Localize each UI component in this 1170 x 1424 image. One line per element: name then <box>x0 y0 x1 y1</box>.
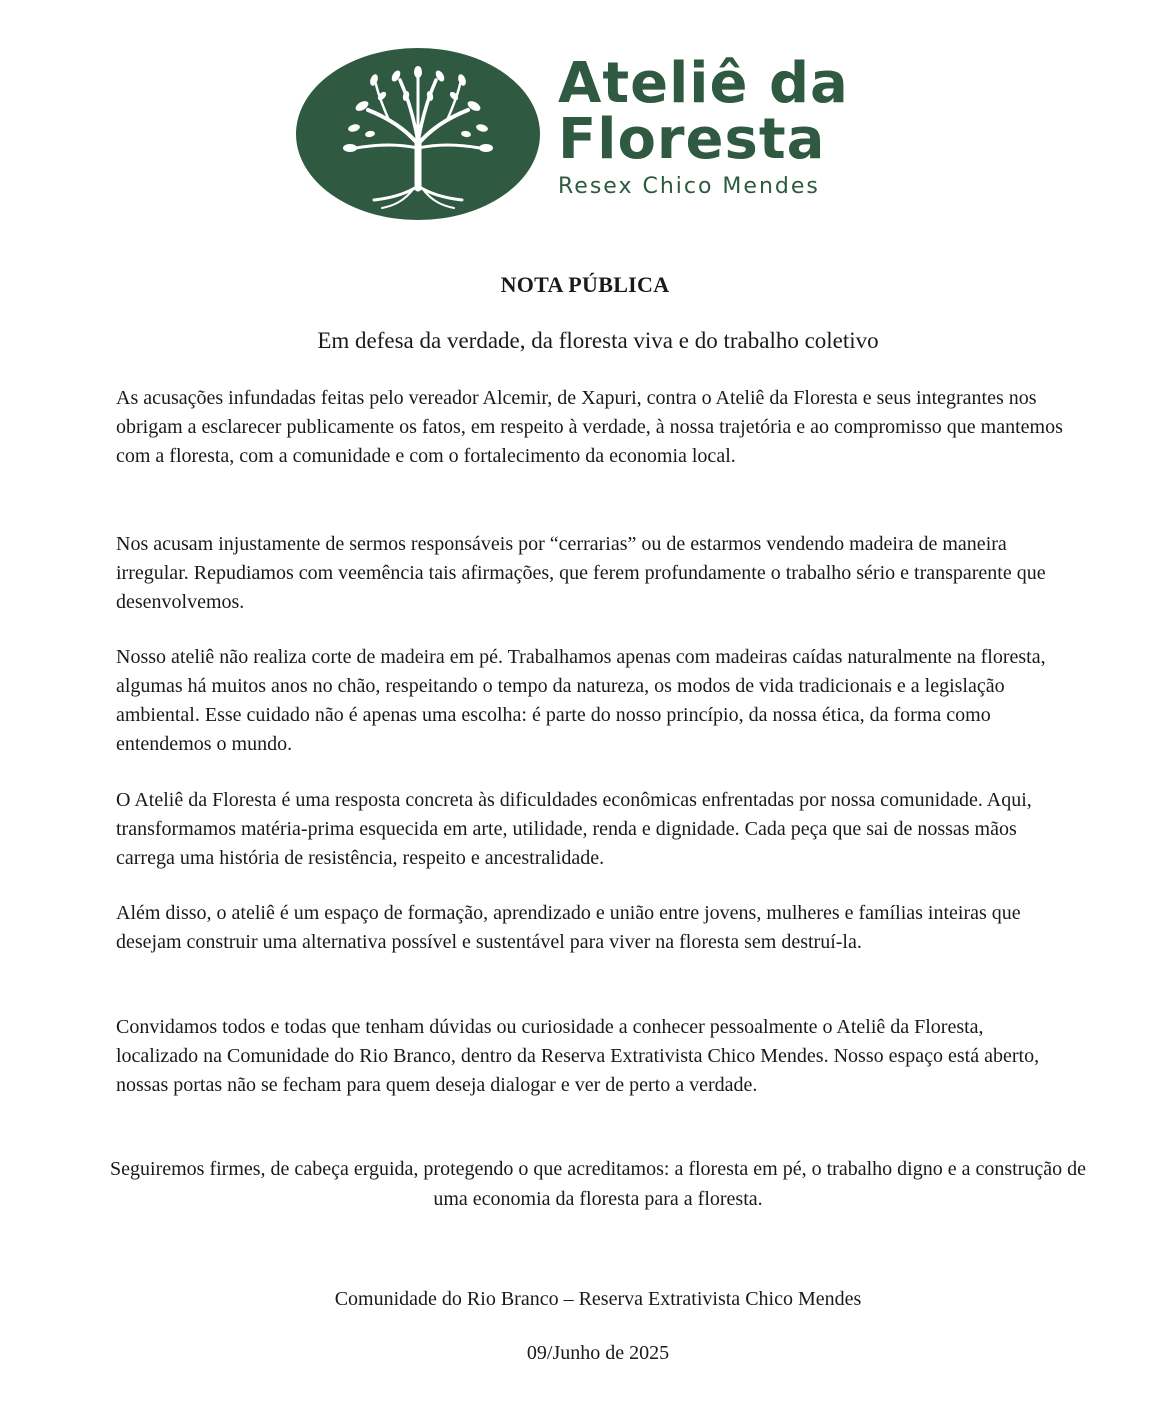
document-subtitle: Em defesa da verdade, da floresta viva e do trabalho coletivo <box>317 328 879 353</box>
paragraph-5: Além disso, o ateliê é um espaço de formação, aprendizado e união entre jovens, mulheres e famílias inteiras que desejam construir uma alternativa possível e sustentável para viver na floresta sem destruí-la. <box>116 902 1021 953</box>
paragraph-4: O Ateliê da Floresta é uma resposta concreta às dificuldades econômicas enfrentadas por nossa comunidade. Aqui, transformamos matéria-prima esquecida em arte, utilidade, renda e dignidade. Cada peça que sai de nossas mãos carrega uma história de resistência, respeito e ancestralidade. <box>116 789 1032 869</box>
paragraph-1: As acusações infundadas feitas pelo vereador Alcemir, de Xapuri, contra o Ateliê da Floresta e seus integrantes nos obrigam a esclarecer publicamente os fatos, em respeito à verdade, à nossa trajetória e ao compromisso que mantemos com a floresta, com a comunidade e com o fortalecimento da economia local. <box>116 387 1063 467</box>
signature-date: 09/Junho de 2025 <box>526 1342 670 1364</box>
signature-place: Comunidade do Rio Branco – Reserva Extrativista Chico Mendes <box>334 1288 862 1310</box>
tree-icon <box>296 48 540 220</box>
paragraph-6: Convidamos todos e todas que tenham dúvidas ou curiosidade a conhecer pessoalmente o Ateliê da Floresta, localizado na Comunidade do Rio Branco, dentro da Reserva Extrativista Chico Mendes. Nosso espaço está aberto, nossas portas não se fecham para quem deseja dialogar e ver de perto a verdade. <box>116 1016 1040 1096</box>
paragraph-3: Nosso ateliê não realiza corte de madeira em pé. Trabalhamos apenas com madeiras caídas naturalmente na floresta, algumas há muitos anos no chão, respeitando o tempo da natureza, os modos de vida tradicionais e a legislação ambiental. Esse cuidado não é apenas uma escolha: é parte do nosso princípio, da nossa ética, da forma como entendemos o mundo. <box>116 646 1046 755</box>
brand-name-line-1: Ateliê da <box>558 51 849 116</box>
brand-tagline: Resex Chico Mendes <box>558 174 820 199</box>
brand-name-line-2: Floresta <box>558 107 826 172</box>
document-title: NOTA PÚBLICA <box>500 272 670 297</box>
paragraph-2: Nos acusam injustamente de sermos responsáveis por “cerrarias” ou de estarmos vendendo madeira de maneira irregular. Repudiamos com veemência tais afirmações, que ferem profundamente o trabalho sério e transparente que desenvolvemos. <box>116 533 1046 613</box>
logo <box>296 48 916 220</box>
closing-statement: Seguiremos firmes, de cabeça erguida, protegendo o que acreditamos: a floresta em pé, o trabalho digno e a construção de uma economia da floresta para a floresta. <box>110 1158 1086 1210</box>
brand-wordmark <box>558 51 849 200</box>
